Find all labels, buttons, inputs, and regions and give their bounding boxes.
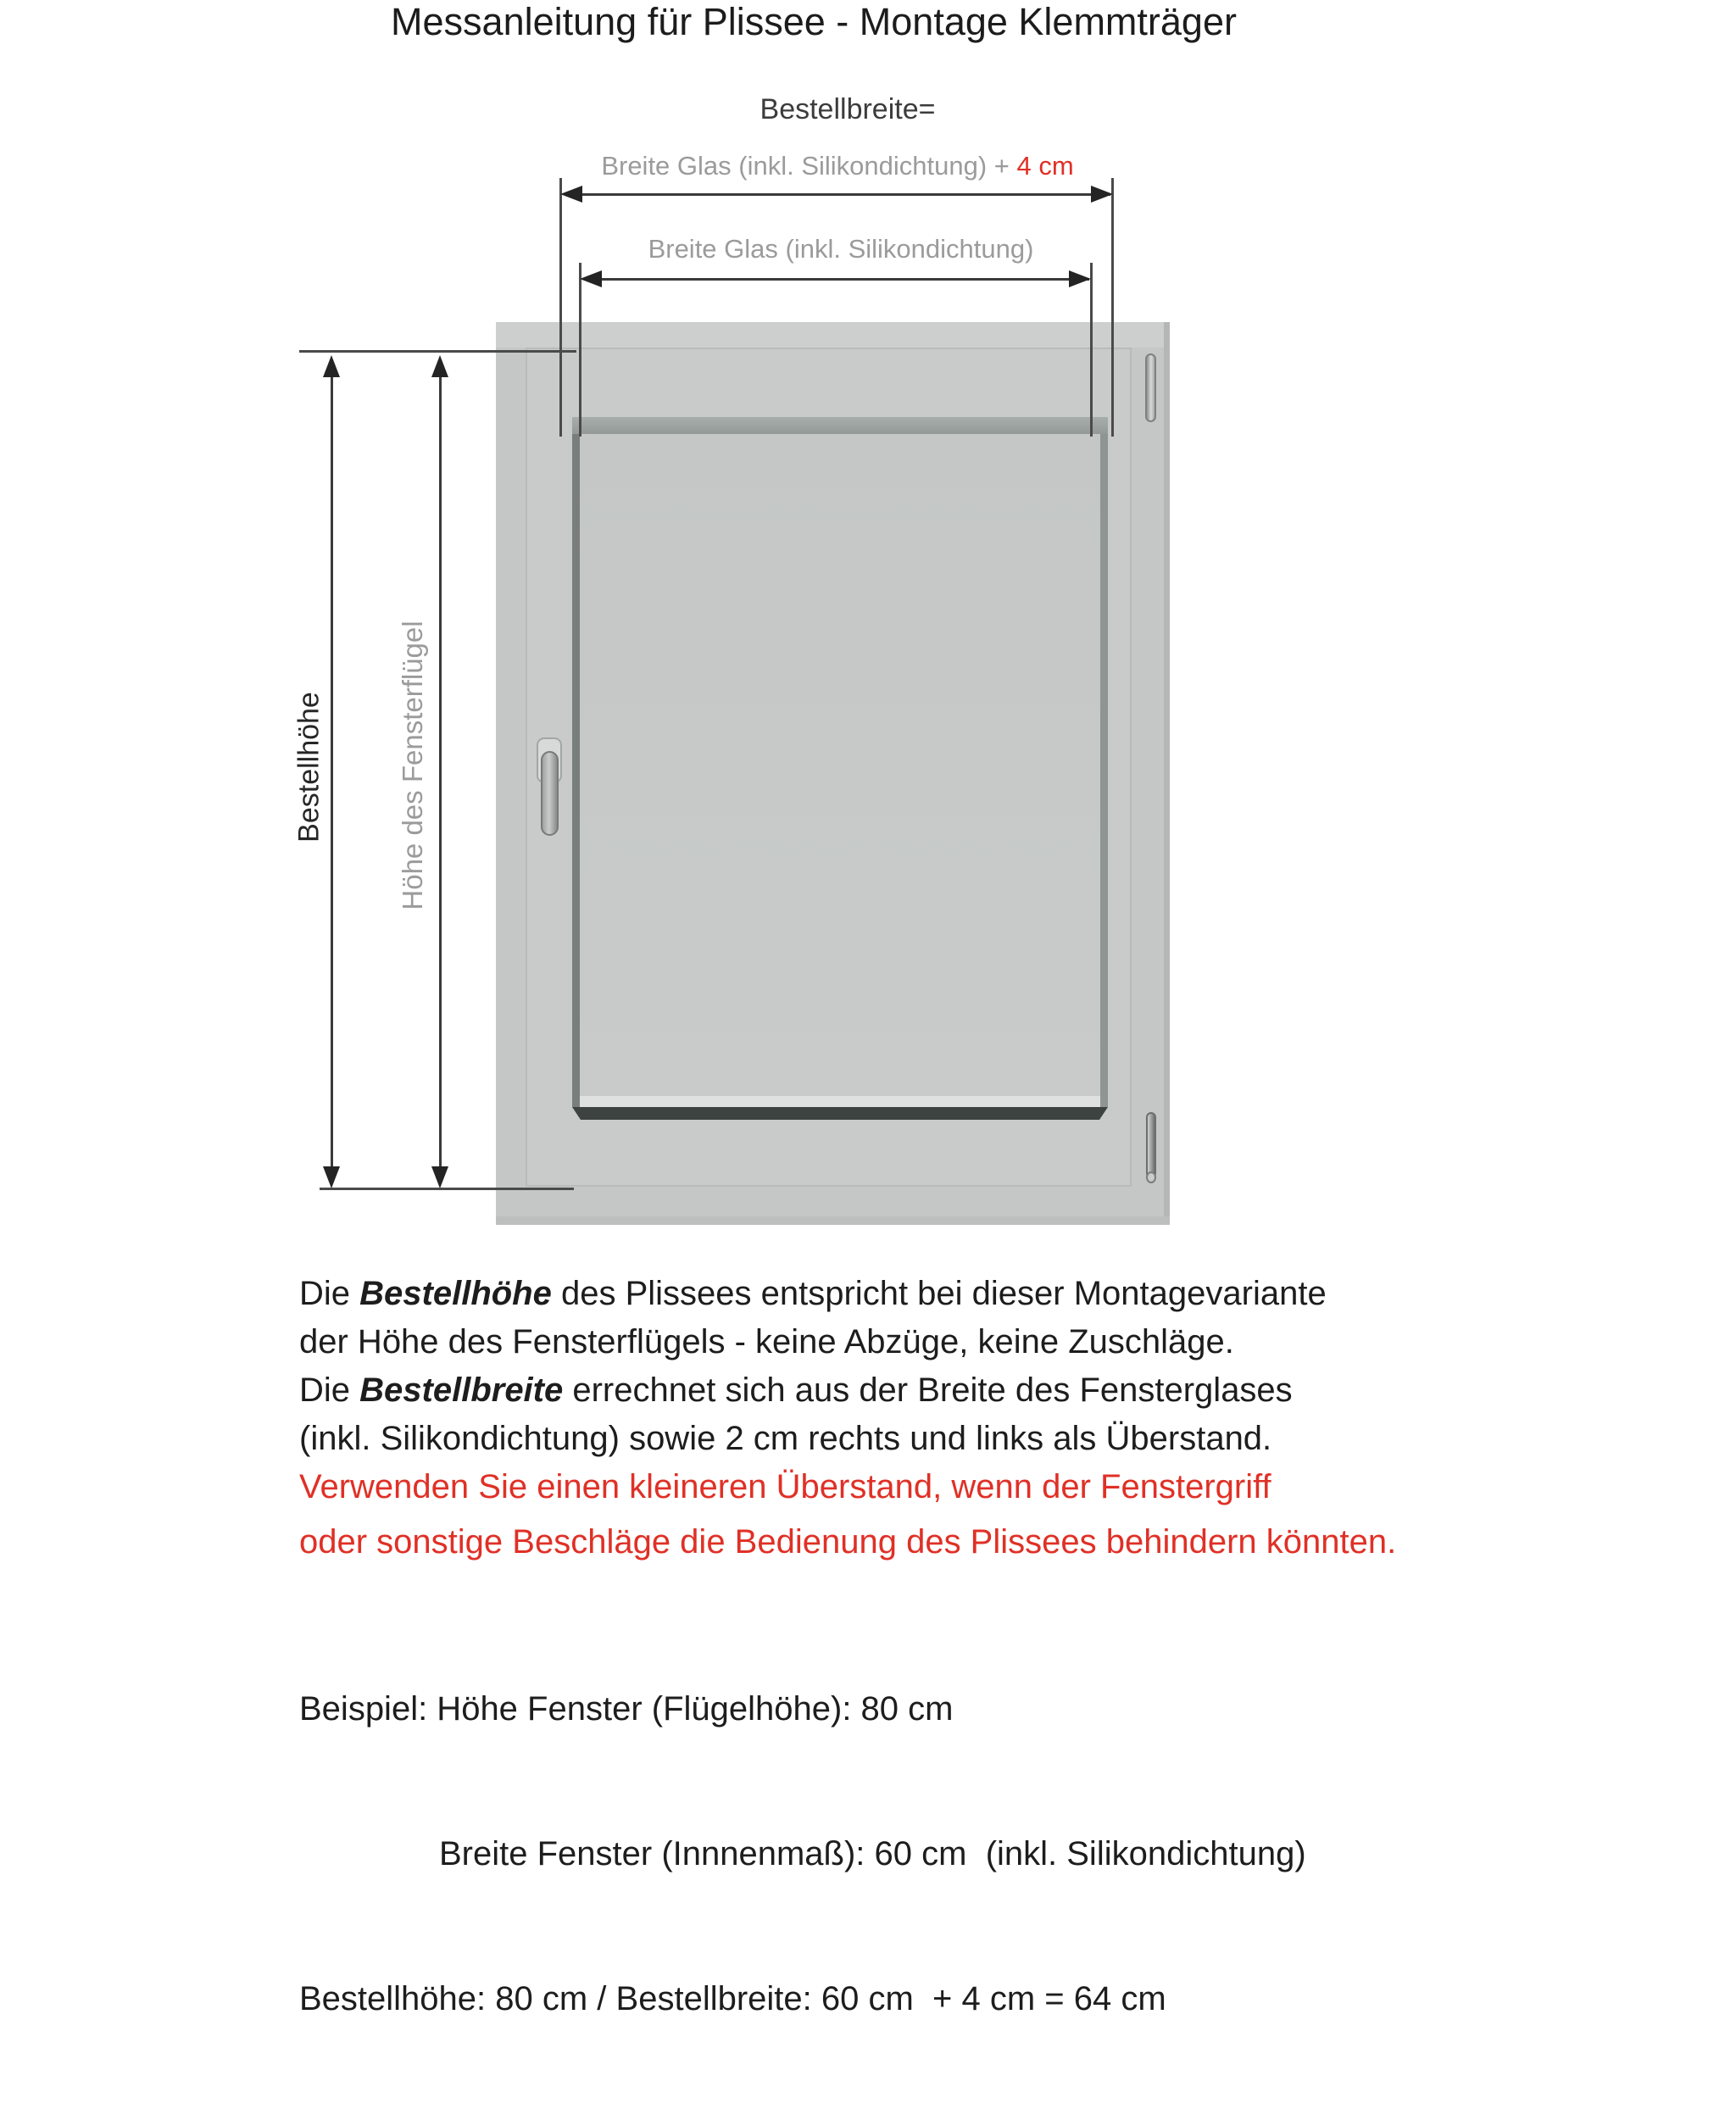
window-frame-bottom-edge bbox=[496, 1216, 1170, 1225]
outer-width-label bbox=[498, 151, 1177, 181]
order-width-arrowhead-left-icon bbox=[560, 186, 582, 203]
order-height-arrow-line bbox=[331, 376, 333, 1169]
sash-height-label: Höhe des Fensterflügel bbox=[397, 620, 428, 910]
extension-line-inner-left bbox=[579, 263, 581, 437]
top-hinge bbox=[1145, 353, 1156, 422]
description-line-1 bbox=[299, 1270, 1723, 1318]
description-line-3 bbox=[299, 1366, 1723, 1415]
glass-pane bbox=[580, 434, 1100, 1096]
glass-bottom-highlight bbox=[580, 1096, 1100, 1107]
glass-left-bevel bbox=[572, 434, 580, 1107]
description-line-1-rest: des Plissees entspricht bei dieser Montagevariante bbox=[551, 1275, 1327, 1312]
glass-right-bevel bbox=[1100, 434, 1108, 1107]
inner-width-label: Breite Glas (inkl. Silikondichtung) bbox=[648, 234, 1034, 264]
description-line-2: der Höhe des Fensterflügels - keine Abzüge, keine Zuschläge. bbox=[299, 1323, 1234, 1360]
glass-bottom-bevel bbox=[572, 1107, 1108, 1120]
glass-width-arrowhead-left-icon bbox=[580, 270, 602, 287]
extension-line-outer-right bbox=[1111, 178, 1114, 437]
order-height-arrowhead-bottom-icon bbox=[323, 1166, 340, 1188]
outer-width-label-red: 4 cm bbox=[1016, 151, 1074, 181]
example-line-1: Beispiel: Höhe Fenster (Flügelhöhe): 80 cm bbox=[299, 1690, 954, 1728]
order-width-arrow-line bbox=[565, 193, 1110, 196]
description-text bbox=[299, 1270, 1723, 2120]
order-height-arrowhead-top-icon bbox=[323, 355, 340, 377]
sash-height-arrowhead-top-icon bbox=[431, 355, 448, 377]
description-line-3-prefix: Die bbox=[299, 1372, 360, 1409]
extension-line-inner-right bbox=[1090, 263, 1093, 437]
sash-height-arrow-line bbox=[439, 376, 442, 1169]
window-frame-right-edge bbox=[1164, 322, 1170, 1225]
extension-line-top bbox=[299, 350, 576, 353]
description-line-3-rest: errechnet sich aus der Breite des Fensterglases bbox=[563, 1372, 1293, 1409]
page-title: Messanleitung für Plissee - Montage Klemmträger bbox=[391, 0, 1237, 43]
window-frame-top-edge bbox=[496, 322, 1170, 348]
order-width-arrowhead-right-icon bbox=[1091, 186, 1113, 203]
order-width-heading: Bestellbreite= bbox=[760, 93, 936, 125]
description-line-1-prefix: Die bbox=[299, 1275, 360, 1312]
warning-line-2: oder sonstige Beschläge die Bedienung des Plissees behindern könnten. bbox=[299, 1523, 1397, 1561]
order-height-label: Bestellhöhe bbox=[292, 692, 326, 843]
example-block bbox=[299, 1589, 1723, 2120]
description-line-4: (inkl. Silikondichtung) sowie 2 cm rechts und links als Überstand. bbox=[299, 1420, 1272, 1457]
glass-width-arrowhead-right-icon bbox=[1069, 270, 1091, 287]
extension-line-outer-left bbox=[559, 178, 562, 437]
glass-width-arrow-line bbox=[584, 278, 1089, 281]
glass-top-bevel bbox=[572, 417, 1108, 434]
example-line-3: Bestellhöhe: 80 cm / Bestellbreite: 60 cm + 4 cm = 64 cm bbox=[299, 1980, 1166, 2017]
bottom-hinge-knob bbox=[1146, 1171, 1156, 1183]
sash-height-arrowhead-bottom-icon bbox=[431, 1166, 448, 1188]
bottom-hinge bbox=[1146, 1112, 1156, 1178]
warning-line-1: Verwenden Sie einen kleineren Überstand, wenn der Fenstergriff bbox=[299, 1468, 1271, 1505]
window-handle bbox=[541, 751, 559, 836]
keyword-bestellbreite: Bestellbreite bbox=[359, 1372, 564, 1409]
keyword-bestellhoehe: Bestellhöhe bbox=[359, 1275, 552, 1312]
example-line-2: Breite Fenster (Innnenmaß): 60 cm (inkl. Silikondichtung) bbox=[439, 1835, 1306, 1872]
outer-width-label-gray: Breite Glas (inkl. Silikondichtung) + bbox=[601, 151, 1017, 181]
window-glass bbox=[572, 417, 1108, 1120]
